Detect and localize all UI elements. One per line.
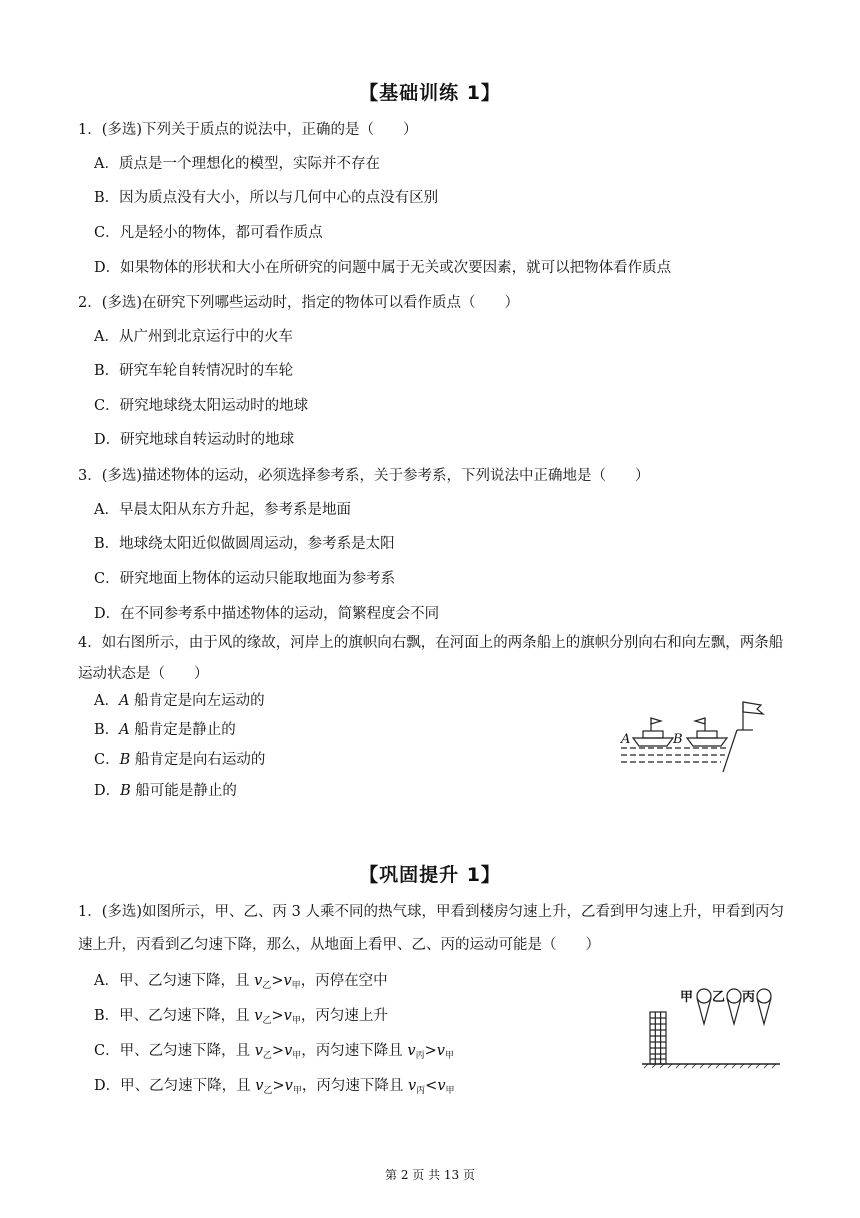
option-c: C．凡是轻小的物体，都可看作质点 xyxy=(94,225,323,241)
question-stem: 3．(多选)描述物体的运动，必须选择参考系，关于参考系，下列说法中正确地是（ ） xyxy=(78,468,650,484)
option-b: B．因为质点没有大小，所以与几何中心的点没有区别 xyxy=(94,190,439,206)
section-title-consolidate: 【巩固提升 1】 xyxy=(359,864,501,886)
option-d: D．研究地球自转运动时的地球 xyxy=(94,432,295,448)
question-stem: 2．(多选)在研究下列哪些运动时，指定的物体可以看作质点（ ） xyxy=(78,295,520,311)
option-d: D．如果物体的形状和大小在所研究的问题中属于无关或次要因素，就可以把物体看作质点 xyxy=(94,260,672,276)
question-stem: 1．(多选)如图所示，甲、乙、丙 3 人乘不同的热气球，甲看到楼房匀速上升，乙看到甲匀速上升，甲看到丙匀速上升，丙看到乙匀速下降，那么，从地面上看甲、乙、丙的运动可能是（ ） xyxy=(78,904,784,953)
option-c: C．研究地球绕太阳运动时的地球 xyxy=(94,398,309,414)
option-d: D．甲、乙匀速下降，且 $v_乙>v_甲$，丙匀速下降且 $v_丙<v_甲$ xyxy=(94,1078,455,1096)
option-b: B．研究车轮自转情况时的车轮 xyxy=(94,363,294,379)
option-c: C．研究地面上物体的运动只能取地面为参考系 xyxy=(94,571,396,587)
option-a: A．质点是一个理想化的模型，实际并不存在 xyxy=(94,156,380,172)
boat-b-label: B xyxy=(673,732,683,747)
balloon-bing-label: 丙 xyxy=(742,990,756,1005)
option-c: C．甲、乙匀速下降，且 $v_乙>v_甲$，丙匀速下降且 $v_丙>v_甲$ xyxy=(94,1043,454,1061)
balloon-yi-label: 乙 xyxy=(712,990,726,1005)
option-a: A．从广州到北京运行中的火车 xyxy=(94,329,293,345)
option-a: A．甲、乙匀速下降，且 $v_乙>v_甲$，丙停在空中 xyxy=(94,973,388,991)
option-b: B．A 船肯定是静止的 xyxy=(94,722,236,738)
page-footer: 第 2 页 共 13 页 xyxy=(385,1168,475,1182)
question-stem: 1．(多选)下列关于质点的说法中，正确的是（ ） xyxy=(78,122,418,138)
balloon-jia-label: 甲 xyxy=(680,990,694,1005)
option-b: B．甲、乙匀速下降，且 $v_乙>v_甲$，丙匀速上升 xyxy=(94,1008,388,1026)
boat-a-label: A xyxy=(621,732,631,747)
option-a: A．早晨太阳从东方升起，参考系是地面 xyxy=(94,502,351,518)
option-b: B．地球绕太阳近似做圆周运动，参考系是太阳 xyxy=(94,536,395,552)
option-a: A．A 船肯定是向左运动的 xyxy=(94,693,265,709)
boats-figure xyxy=(615,696,775,774)
option-d: D．B 船可能是静止的 xyxy=(94,783,237,799)
balloons-figure xyxy=(640,986,786,1076)
question-stem: 4．如右图所示，由于风的缘故，河岸上的旗帜向右飘，在河面上的两条船上的旗帜分别向右和向左飘，两条船运动状态是（ ） xyxy=(78,635,784,682)
option-c: C．B 船肯定是向右运动的 xyxy=(94,752,266,768)
section-title-basic: 【基础训练 1】 xyxy=(359,82,501,104)
option-d: D．在不同参考系中描述物体的运动，简繁程度会不同 xyxy=(94,606,440,622)
